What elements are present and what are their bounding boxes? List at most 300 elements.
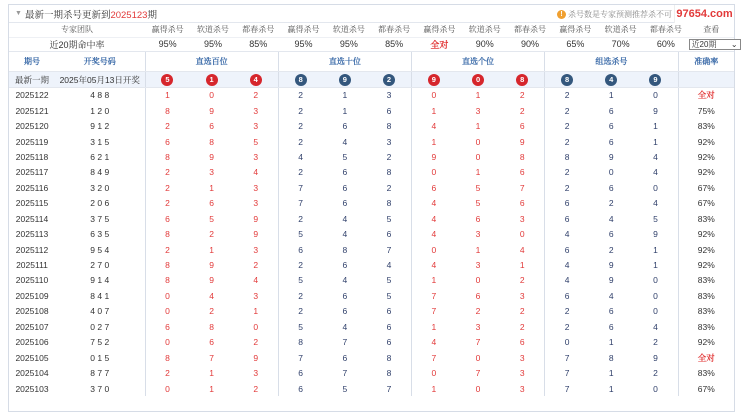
kill-number-cell: 5	[209, 213, 214, 224]
kill-number-cell: 6	[278, 381, 322, 396]
kill-number-cell: 0	[411, 88, 455, 103]
table-row	[9, 226, 734, 241]
kill-number-cell: 6	[475, 290, 481, 301]
kill-number-cell: 4	[253, 167, 259, 178]
kill-number-cell: 5	[342, 151, 348, 162]
kill-number-cell: 0	[411, 165, 455, 180]
period-cell: 2025119	[15, 136, 49, 147]
kill-number-cell: 2	[519, 90, 525, 101]
kill-number-cell: 0	[475, 352, 481, 363]
kill-number-cell: 8	[145, 257, 189, 272]
kill-number-cell: 7	[386, 383, 392, 394]
expert-name: 赢得杀号	[145, 23, 190, 37]
panel-title: 最新一期杀号更新到2025123期	[24, 9, 157, 21]
kill-number-cell: 4	[253, 275, 259, 286]
kill-number-cell: 3	[475, 229, 481, 240]
kill-number-cell: 2	[253, 383, 259, 394]
draw-cell: 0 2 7	[90, 321, 110, 332]
kill-number-cell: 6	[608, 136, 614, 147]
units-header: 直选个位	[411, 52, 544, 72]
expert-name: 软道杀号	[462, 23, 507, 37]
kill-number-cell: 6	[342, 198, 348, 209]
kill-number-cell: 5	[653, 213, 658, 224]
kill-number-cell: 4	[386, 260, 392, 271]
kill-number-cell: 6	[342, 306, 348, 317]
period-header: 期号	[9, 52, 55, 72]
kill-number-cell: 7	[411, 350, 455, 365]
kill-number-cell: 3	[386, 136, 392, 147]
draw-cell: 4 0 7	[90, 306, 110, 317]
kill-number-cell: 0	[411, 242, 455, 257]
kill-number-cell: 2	[386, 151, 392, 162]
kill-number-cell: 3	[253, 105, 259, 116]
kill-number-cell: 2	[608, 244, 614, 255]
accuracy-cell: 全对	[678, 350, 734, 365]
expert-rate: 65%	[553, 37, 598, 51]
kill-number-cell: 1	[209, 182, 214, 193]
kill-number-cell: 4	[342, 213, 348, 224]
period-cell: 2025109	[15, 290, 49, 301]
kill-number-cell: 8	[386, 121, 392, 132]
expert-name: 赢得杀号	[417, 23, 462, 37]
accuracy-cell: 全对	[678, 88, 734, 103]
kill-number-cell: 0	[608, 167, 614, 178]
table-row	[9, 118, 734, 133]
kill-ball-red: 5	[161, 74, 173, 86]
kill-number-cell: 7	[545, 365, 589, 380]
kill-number-cell: 7	[278, 350, 322, 365]
kill-number-cell: 7	[475, 368, 481, 379]
expert-rate: 70%	[598, 37, 643, 51]
kill-number-cell: 1	[653, 136, 658, 147]
kill-number-cell: 4	[608, 213, 614, 224]
table-row	[9, 304, 734, 319]
kill-number-cell: 4	[545, 226, 589, 241]
kill-number-cell: 4	[411, 335, 455, 350]
kill-number-cell: 4	[411, 196, 455, 211]
kill-number-cell: 0	[653, 275, 658, 286]
kill-number-cell: 6	[475, 213, 481, 224]
kill-number-cell: 1	[475, 167, 481, 178]
kill-ball-blue: 9	[649, 74, 661, 86]
kill-number-cell: 2	[545, 304, 589, 319]
kill-number-cell: 2	[278, 118, 322, 133]
kill-number-cell: 2	[545, 180, 589, 195]
kill-number-cell: 6	[145, 134, 189, 149]
expert-rate: 85%	[236, 37, 281, 51]
period-select-cell	[689, 37, 738, 51]
kill-number-cell: 2	[278, 288, 322, 303]
kill-number-cell: 1	[411, 134, 455, 149]
kill-number-cell: 2	[519, 105, 525, 116]
kill-number-cell: 5	[278, 226, 322, 241]
draw-cell: 3 1 5	[90, 136, 110, 147]
kill-number-cell: 2	[475, 306, 481, 317]
kill-number-cell: 6	[145, 319, 189, 334]
kill-number-cell: 3	[475, 105, 481, 116]
table-row	[9, 335, 734, 350]
table-row	[9, 149, 734, 164]
kill-number-cell: 4	[411, 211, 455, 226]
kill-number-cell: 6	[608, 182, 614, 193]
kill-number-cell: 0	[475, 136, 481, 147]
draw-cell: 0 1 5	[90, 352, 110, 363]
expert-header-row	[9, 23, 734, 37]
kill-number-cell: 2	[278, 103, 322, 118]
table-row	[9, 211, 734, 226]
kill-number-cell: 1	[342, 105, 348, 116]
accuracy-cell: 83%	[678, 304, 734, 319]
kill-number-cell: 5	[253, 136, 259, 147]
draw-cell: 6 3 5	[90, 229, 110, 240]
panel-header	[9, 5, 734, 23]
table-row	[9, 88, 734, 103]
kill-number-cell: 1	[608, 337, 614, 348]
view-label: 查看	[689, 23, 734, 37]
kill-number-cell: 6	[386, 337, 392, 348]
kill-number-cell: 7	[519, 182, 525, 193]
period-cell: 2025114	[15, 213, 49, 224]
draw-cell: 1 2 0	[90, 105, 110, 116]
kill-number-cell: 2	[278, 134, 322, 149]
accuracy-cell: 83%	[678, 211, 734, 226]
kill-number-cell: 2	[519, 321, 525, 332]
kill-number-cell: 8	[386, 352, 392, 363]
kill-number-cell: 3	[519, 383, 525, 394]
kill-number-cell: 9	[519, 136, 525, 147]
period-cell: 2025118	[15, 151, 49, 162]
kill-number-cell: 2	[386, 182, 392, 193]
draw-header: 开奖号码	[55, 52, 145, 72]
kill-number-cell: 4	[545, 273, 589, 288]
kill-number-cell: 2	[519, 275, 525, 286]
kill-number-cell: 7	[342, 368, 348, 379]
kill-ball-red: 1	[206, 74, 218, 86]
draw-cell: 3 7 5	[90, 213, 110, 224]
kill-number-cell: 8	[145, 226, 189, 241]
kill-number-cell: 3	[253, 182, 259, 193]
site-watermark: 97654.com	[674, 5, 734, 23]
kill-number-cell: 0	[653, 182, 658, 193]
kill-number-cell: 6	[519, 121, 525, 132]
kill-number-cell: 8	[278, 335, 322, 350]
kill-ball-blue: 8	[295, 74, 307, 86]
latest-draw-date: 2025年05月13日开奖	[55, 72, 145, 88]
kill-number-cell: 6	[145, 211, 189, 226]
kill-number-cell: 4	[545, 257, 589, 272]
draw-cell: 2 7 0	[90, 260, 110, 271]
kill-number-cell: 7	[278, 196, 322, 211]
kill-number-cell: 2	[519, 306, 525, 317]
kill-number-cell: 4	[342, 229, 348, 240]
period-cell: 2025122	[15, 90, 49, 101]
kill-number-cell: 7	[209, 352, 214, 363]
kill-ball-blue: 9	[339, 74, 351, 86]
summary-table	[9, 23, 738, 52]
kill-number-cell: 6	[608, 105, 614, 116]
kill-number-cell: 6	[545, 288, 589, 303]
kill-number-cell: 0	[653, 90, 658, 101]
period-cell: 2025112	[15, 244, 49, 255]
kill-number-cell: 2	[545, 165, 589, 180]
kill-number-cell: 4	[653, 321, 658, 332]
accuracy-cell: 83%	[678, 365, 734, 380]
kill-number-cell: 0	[475, 275, 481, 286]
draw-cell: 8 4 1	[90, 290, 110, 301]
kill-number-cell: 4	[411, 118, 455, 133]
kill-number-cell: 8	[608, 352, 614, 363]
expert-rate: 95%	[281, 37, 326, 51]
kill-number-cell: 0	[145, 304, 189, 319]
kill-number-cell: 1	[253, 306, 259, 317]
kill-number-cell: 6	[545, 196, 589, 211]
kill-number-cell: 5	[342, 383, 348, 394]
kill-number-cell: 2	[278, 165, 322, 180]
kill-ball-blue: 4	[605, 74, 617, 86]
kill-number-cell: 6	[278, 242, 322, 257]
period-cell: 2025121	[15, 105, 49, 116]
period-cell: 2025104	[15, 368, 49, 379]
accuracy-cell: 83%	[678, 273, 734, 288]
kill-ball-blue: 8	[561, 74, 573, 86]
kill-number-cell: 4	[209, 290, 214, 301]
period-cell: 2025117	[15, 167, 49, 178]
kill-number-cell: 3	[475, 260, 481, 271]
kill-number-cell: 8	[209, 136, 214, 147]
accuracy-header: 准确率	[678, 52, 734, 72]
kill-number-cell: 2	[278, 304, 322, 319]
expert-name: 都春杀号	[643, 23, 688, 37]
expert-rate: 90%	[462, 37, 507, 51]
kill-number-cell: 2	[145, 365, 189, 380]
expert-rate: 60%	[643, 37, 688, 51]
kill-number-cell: 2	[278, 257, 322, 272]
accuracy-cell: 75%	[678, 103, 734, 118]
expert-name: 软道杀号	[190, 23, 235, 37]
period-cell: 2025115	[15, 198, 49, 209]
kill-number-cell: 2	[653, 337, 658, 348]
kill-number-cell: 0	[653, 290, 658, 301]
kill-number-cell: 3	[386, 90, 392, 101]
expert-name: 软道杀号	[598, 23, 643, 37]
kill-number-cell: 0	[475, 151, 481, 162]
kill-number-cell: 1	[608, 90, 614, 101]
kill-number-cell: 5	[386, 290, 392, 301]
kill-number-cell: 3	[253, 121, 259, 132]
expert-rate: 95%	[326, 37, 371, 51]
kill-number-cell: 9	[608, 260, 614, 271]
kill-number-cell: 8	[145, 350, 189, 365]
period-cell: 2025103	[15, 383, 49, 394]
kill-number-cell: 2	[545, 319, 589, 334]
kill-number-cell: 1	[475, 121, 481, 132]
kill-number-cell: 4	[342, 136, 348, 147]
accuracy-cell: 83%	[678, 118, 734, 133]
kill-number-cell: 6	[342, 260, 348, 271]
kill-number-cell: 5	[278, 273, 322, 288]
kill-number-table	[9, 52, 734, 397]
kill-number-cell: 0	[209, 90, 214, 101]
kill-number-cell: 6	[386, 105, 392, 116]
group-header: 组选杀号	[545, 52, 678, 72]
kill-number-cell: 6	[519, 167, 525, 178]
draw-cell: 6 2 1	[90, 151, 110, 162]
kill-number-cell: 1	[411, 319, 455, 334]
kill-number-cell: 6	[545, 242, 589, 257]
latest-issue-number: 2025123	[110, 9, 148, 21]
kill-number-cell: 4	[411, 226, 455, 241]
kill-number-cell: 2	[145, 165, 189, 180]
period-cell: 2025105	[15, 352, 49, 363]
kill-number-cell: 2	[145, 118, 189, 133]
kill-number-cell: 6	[209, 121, 214, 132]
kill-number-cell: 9	[653, 352, 658, 363]
kill-number-cell: 0	[411, 365, 455, 380]
kill-number-cell: 3	[209, 167, 214, 178]
kill-number-cell: 6	[278, 365, 322, 380]
kill-number-cell: 3	[519, 368, 525, 379]
draw-cell: 9 1 4	[90, 275, 110, 286]
kill-number-cell: 3	[253, 368, 259, 379]
draw-cell: 3 7 0	[90, 383, 110, 394]
kill-number-cell: 4	[278, 149, 322, 164]
kill-number-cell: 1	[653, 244, 658, 255]
kill-number-cell: 2	[653, 368, 658, 379]
expert-name: 赢得杀号	[281, 23, 326, 37]
table-row	[9, 165, 734, 180]
kill-number-cell: 4	[342, 321, 348, 332]
kill-number-cell: 1	[411, 273, 455, 288]
draw-cell: 4 8 8	[90, 90, 110, 101]
section-header-row	[9, 52, 734, 72]
kill-number-cell: 4	[653, 151, 658, 162]
expert-rate: 85%	[371, 37, 416, 51]
kill-number-cell: 0	[145, 335, 189, 350]
kill-number-cell: 7	[545, 381, 589, 396]
kill-number-cell: 0	[253, 321, 259, 332]
kill-number-cell: 6	[411, 180, 455, 195]
kill-number-cell: 3	[475, 321, 481, 332]
kill-number-cell: 6	[608, 306, 614, 317]
table-row	[9, 319, 734, 334]
kill-number-cell: 6	[386, 321, 392, 332]
expert-rate: 全对	[417, 37, 462, 51]
period-select[interactable]: 近20期 ⌄	[689, 39, 741, 50]
kill-number-cell: 1	[608, 383, 614, 394]
kill-number-cell: 9	[253, 213, 259, 224]
kill-number-cell: 0	[653, 383, 658, 394]
kill-number-cell: 9	[653, 229, 658, 240]
table-row	[9, 103, 734, 118]
kill-number-cell: 6	[386, 229, 392, 240]
kill-number-cell: 9	[209, 105, 214, 116]
kill-number-cell: 1	[411, 381, 455, 396]
draw-cell: 2 0 6	[90, 198, 110, 209]
kill-number-cell: 1	[475, 244, 481, 255]
kill-number-cell: 9	[608, 275, 614, 286]
kill-number-cell: 6	[608, 229, 614, 240]
kill-number-cell: 1	[209, 244, 214, 255]
kill-number-cell: 6	[342, 352, 348, 363]
accuracy-cell: 67%	[678, 180, 734, 195]
kill-number-cell: 4	[519, 244, 525, 255]
notice-text: ! 杀号数是专家预测推荐杀不可	[557, 9, 672, 20]
kill-number-cell: 3	[253, 244, 259, 255]
kill-number-cell: 8	[342, 244, 348, 255]
kill-number-cell: 9	[253, 229, 259, 240]
table-row	[9, 365, 734, 380]
table-row	[9, 273, 734, 288]
table-row	[9, 350, 734, 365]
expert-name: 都春杀号	[236, 23, 281, 37]
period-cell: 2025111	[16, 260, 48, 271]
draw-cell: 7 5 2	[90, 337, 110, 348]
table-row	[9, 180, 734, 195]
kill-number-cell: 4	[653, 198, 658, 209]
kill-number-cell: 0	[653, 306, 658, 317]
period-cell: 2025113	[15, 229, 49, 240]
kill-number-cell: 3	[253, 151, 259, 162]
kill-number-cell: 3	[253, 290, 259, 301]
accuracy-cell: 92%	[678, 335, 734, 350]
kill-number-cell: 6	[209, 198, 214, 209]
accuracy-cell: 67%	[678, 381, 734, 396]
period-cell: 2025106	[15, 337, 49, 348]
kill-number-cell: 1	[411, 103, 455, 118]
kill-number-cell: 1	[653, 260, 658, 271]
period-cell: 2025110	[15, 275, 49, 286]
table-row	[9, 288, 734, 303]
kill-number-cell: 1	[608, 368, 614, 379]
kill-number-cell: 1	[475, 90, 481, 101]
kill-ball-red: 0	[472, 74, 484, 86]
kill-number-cell: 4	[342, 275, 348, 286]
draw-cell: 8 7 7	[90, 368, 110, 379]
kill-number-cell: 9	[209, 260, 214, 271]
kill-number-cell: 2	[545, 103, 589, 118]
accuracy-cell: 92%	[678, 257, 734, 272]
draw-cell: 3 2 0	[90, 182, 110, 193]
kill-number-cell: 2	[608, 198, 614, 209]
kill-number-cell: 2	[145, 242, 189, 257]
kill-number-cell: 5	[475, 198, 481, 209]
collapse-arrow-icon[interactable]: ▼	[15, 10, 22, 17]
kill-number-cell: 0	[545, 335, 589, 350]
kill-number-cell: 2	[253, 90, 259, 101]
kill-number-cell: 8	[519, 151, 525, 162]
kill-number-cell: 8	[209, 321, 214, 332]
kill-number-cell: 9	[411, 149, 455, 164]
kill-number-cell: 2	[545, 134, 589, 149]
draw-cell: 8 4 9	[90, 167, 110, 178]
period-cell: 2025107	[15, 321, 49, 332]
kill-number-cell: 6	[342, 290, 348, 301]
kill-number-cell: 5	[386, 275, 392, 286]
expert-name: 软道杀号	[326, 23, 371, 37]
kill-number-cell: 0	[519, 229, 525, 240]
kill-number-cell: 1	[342, 90, 348, 101]
kill-number-cell: 4	[653, 167, 658, 178]
draw-cell: 9 1 2	[90, 121, 110, 132]
table-row	[9, 257, 734, 272]
kill-ball-red: 9	[428, 74, 440, 86]
kill-number-cell: 4	[608, 290, 614, 301]
kill-ball-red: 4	[250, 74, 262, 86]
kill-number-cell: 6	[545, 211, 589, 226]
period-cell: 2025108	[15, 306, 49, 317]
kill-number-cell: 2	[278, 211, 322, 226]
draw-cell: 9 5 4	[90, 244, 110, 255]
